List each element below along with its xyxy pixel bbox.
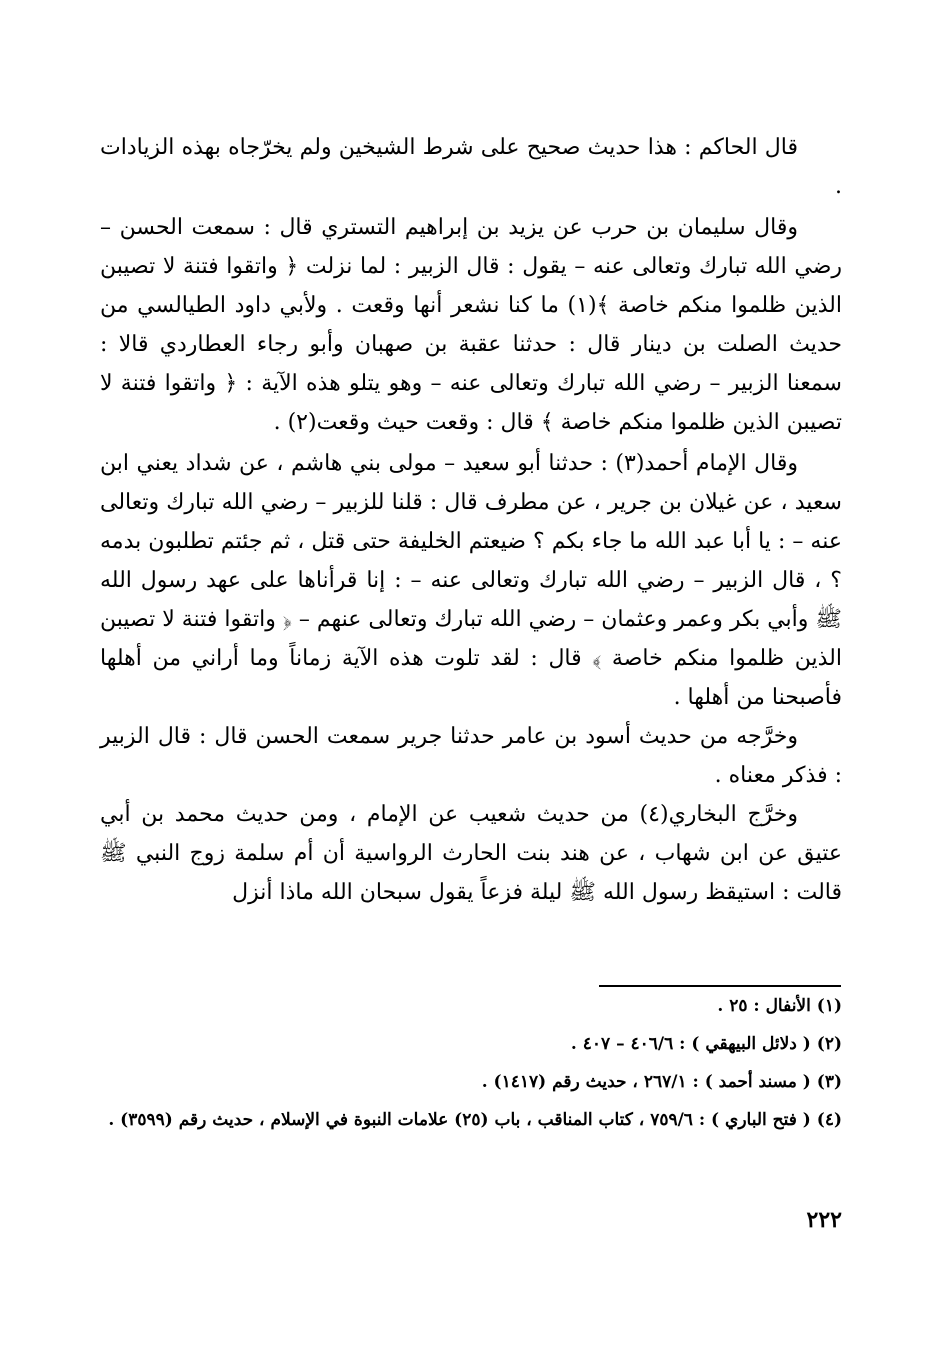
footnote-4: (٤) ( فتح الباري ) : ٧٥٩/٦ ، كتاب المناقب ، باب (٢٥) علامات النبوة في الإسلام ، حديث رقم (٣٥٩٩) . — [108, 1110, 842, 1130]
footnotes — [100, 990, 842, 1142]
paragraph-hakim: قال الحاكم : هذا حديث صحيح على شرط الشيخين ولم يخرّجاه بهذه الزيادات . — [100, 135, 842, 199]
paragraph-bukhari: وخرَّج البخاري(٤) من حديث شعيب عن الإمام ، ومن حديث محمد بن أبي عتيق عن ابن شهاب ، عن هند بنت الحارث الرواسية أن أم سلمة زوج النبي ﷺ قالت : استيقظ رسول الله ﷺ ليلة فزعاً يقول سبحان الله ماذا أنزل — [100, 802, 842, 905]
main-text — [100, 128, 842, 912]
paragraph-ahmad: وقال الإمام أحمد(٣) : حدثنا أبو سعيد – مولى بني هاشم ، عن شداد يعني ابن سعيد ، عن غيلان بن جرير ، عن مطرف قال : قلنا للزبير – رضي الله تبارك وتعالى عنه – : يا أبا عبد الله ما جاء بكم ؟ ضيعتم الخليفة حتى قتل ، ثم جئتم تطلبون بدمه ؟ ، قال الزبير – رضي الله تبارك وتعالى عنه – : إنا قرأناها على عهد رسول الله ﷺ وأبي بكر وعمر وعثمان – رضي الله تبارك وتعالى عنهم – ﴿ واتقوا فتنة لا تصيبن الذين ظلموا منكم خاصة ﴾ قال : لقد تلوت هذه الآية زماناً وما أراني من أهلها فأصبحنا من أهلها . — [100, 451, 842, 710]
footnote-divider — [599, 985, 841, 987]
footnote-2: (٢) ( دلائل البيهقي ) : ٤٠٦/٦ – ٤٠٧ . — [570, 1034, 842, 1054]
paragraph-aswad: وخرَّجه من حديث أسود بن عامر حدثنا جرير سمعت الحسن قال : قال الزبير : فذكر معناه . — [100, 724, 842, 788]
page-number: ٢٢٢ — [806, 1207, 842, 1233]
footnote-3: (٣) ( مسند أحمد ) : ٢٦٧/١ ، حديث رقم (١٤١٧) . — [481, 1072, 842, 1092]
footnote-1: (١) الأنفال : ٢٥ . — [717, 996, 842, 1016]
paragraph-sulayman: وقال سليمان بن حرب عن يزيد بن إبراهيم التستري قال : سمعت الحسن – رضي الله تبارك وتعالى عنه – يقول : قال الزبير : لما نزلت ﴿ واتقوا فتنة لا تصيبن الذين ظلموا منكم خاصة ﴾(١) ما كنا نشعر أنها وقعت . ولأبي داود الطيالسي من حديث الصلت بن دينار قال : حدثنا عقبة بن صهبان وأبو رجاء العطاردي قالا : سمعنا الزبير – رضي الله تبارك وتعالى عنه – وهو يتلو هذه الآية : ﴿ واتقوا فتنة لا تصيبن الذين ظلموا منكم خاصة ﴾ قال : وقعت حيث وقعت(٢) . — [100, 215, 842, 435]
